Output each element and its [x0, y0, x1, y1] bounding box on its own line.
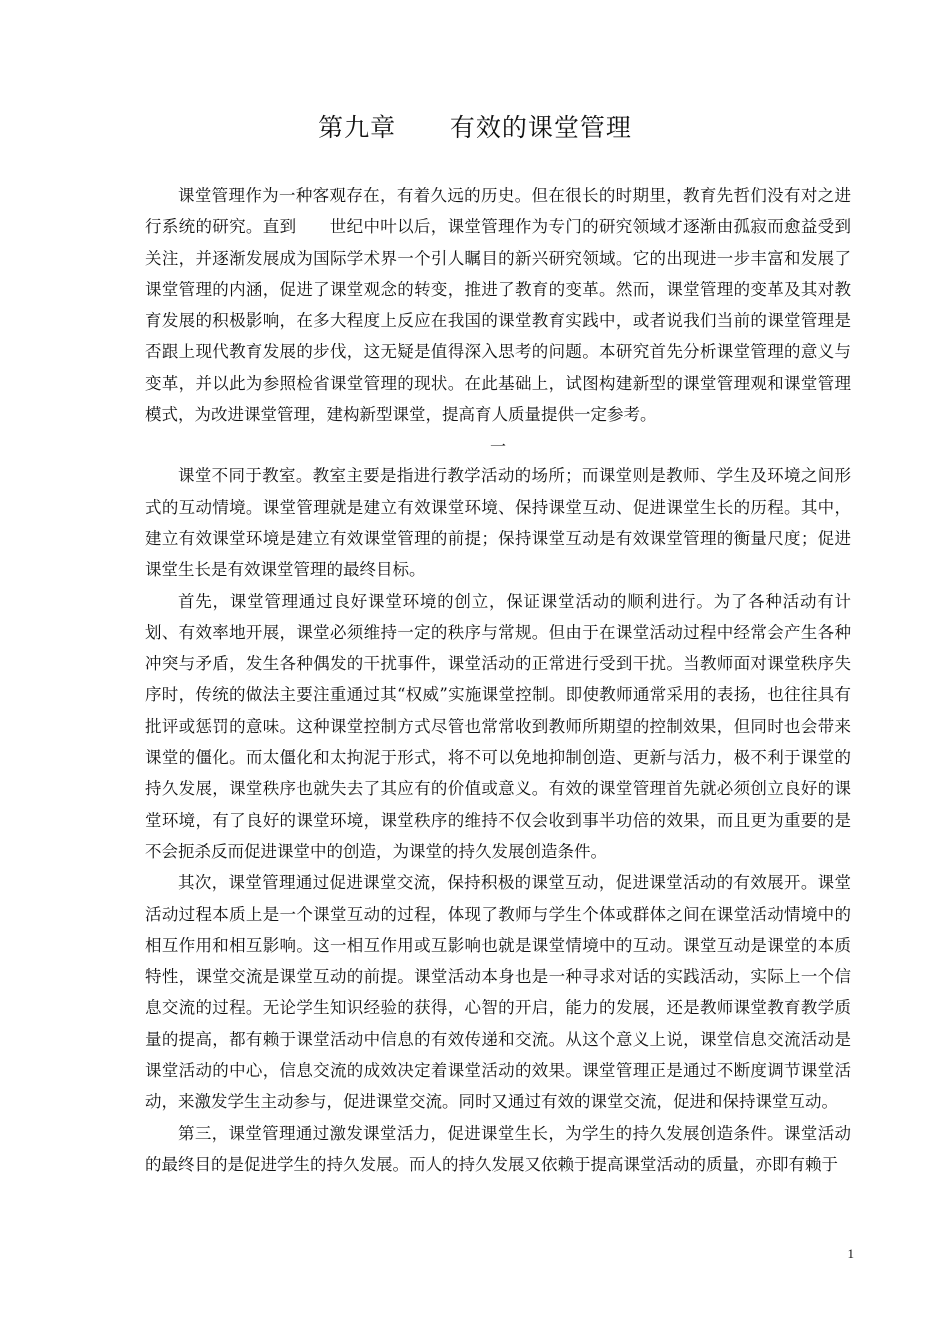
- page-number: 1: [847, 1246, 854, 1261]
- chapter-title: 第九章 有效的课堂管理: [318, 113, 632, 142]
- paragraph-1: 课堂不同于教室。教室主要是指进行教学活动的场所；而课堂则是教师、学生及环境之间形式的互动情境。课堂管理就是建立有效课堂环境、保持课堂互动、促进课堂生长的历程。其中，建立有效课堂环境是建立有效课堂管理的前提；保持课堂互动是有效课堂管理的衡量尺度；促进课堂生长是有效课堂管理的最终目标。: [145, 466, 851, 580]
- section-marker: 一: [489, 437, 506, 457]
- paragraph-3: 其次，课堂管理通过促进课堂交流，保持积极的课堂互动，促进课堂活动的有效展开。课堂活动过程本质上是一个课堂互动的过程，体现了教师与学生个体或群体之间在课堂活动情境中的相互作用和相互影响。这一相互作用或互影响也就是课堂情境中的互动。课堂互动是课堂的本质特性，课堂交流是课堂互动的前提。课堂活动本身也是一种寻求对话的实践活动，实际上一个信息交流的过程。无论学生知识经验的获得，心智的开启，能力的发展，还是教师课堂教育教学质量的提高，都有赖于课堂活动中信息的有效传递和交流。从这个意义上说，课堂信息交流活动是课堂活动的中心，信息交流的成效决定着课堂活动的效果。课堂管理正是通过不断度调节课堂活动，来激发学生主动参与，促进课堂交流。同时又通过有效的课堂交流，促进和保持课堂互动。: [145, 873, 851, 1112]
- intro-paragraph: 课堂管理作为一种客观存在，有着久远的历史。但在很长的时期里，教育先哲们没有对之进行系统的研究。直到 世纪中叶以后，课堂管理作为专门的研究领域才逐渐由孤寂而愈益受到关注，并逐渐发展成为国际学术界一个引人瞩目的新兴研究领域。它的出现进一步丰富和发展了课堂管理的内涵，促进了课堂观念的转变，推进了教育的变革。然而，课堂管理的变革及其对教育发展的积极影响，在多大程度上反应在我国的课堂教育实践中，或者说我们当前的课堂管理是否跟上现代教育发展的步伐，这无疑是值得深入思考的问题。本研究首先分析课堂管理的意义与变革，并以此为参照检省课堂管理的现状。在此基础上，试图构建新型的课堂管理观和课堂管理模式，为改进课堂管理，建构新型课堂，提高育人质量提供一定参考。: [145, 186, 851, 425]
- body-text: [145, 180, 851, 1180]
- paragraph-4: 第三，课堂管理通过激发课堂活力，促进课堂生长，为学生的持久发展创造条件。课堂活动的最终目的是促进学生的持久发展。而人的持久发展又依赖于提高课堂活动的质量，亦即有赖于: [145, 1123, 851, 1174]
- paragraph-2: 首先，课堂管理通过良好课堂环境的创立，保证课堂活动的顺利进行。为了各种活动有计划、有效率地开展，课堂必须维持一定的秩序与常规。但由于在课堂活动过程中经常会产生各种冲突与矛盾，发生各种偶发的干扰事件，课堂活动的正常进行受到干扰。当教师面对课堂秩序失序时，传统的做法主要注重通过其“权威”实施课堂控制。即使教师通常采用的表扬，也往往具有批评或惩罚的意味。这种课堂控制方式尽管也常常收到教师所期望的控制效果，但同时也会带来课堂的僵化。而太僵化和太拘泥于形式，将不可以免地抑制创造、更新与活力，极不利于课堂的持久发展，课堂秩序也就失去了其应有的价值或意义。有效的课堂管理首先就必须创立良好的课堂环境，有了良好的课堂环境，课堂秩序的维持不仅会收到事半功倍的效果，而且更为重要的是不会扼杀反而促进课堂中的创造，为课堂的持久发展创造条件。: [145, 591, 851, 861]
